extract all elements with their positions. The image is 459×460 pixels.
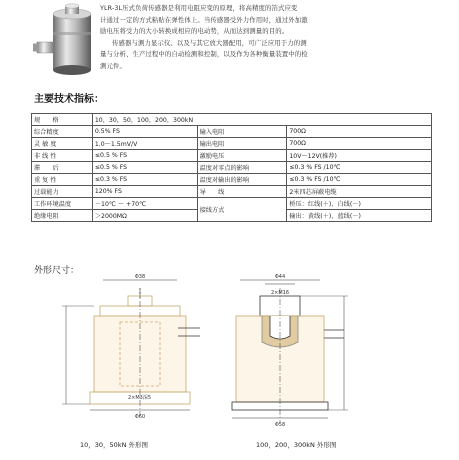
dim-label: Φ58	[274, 422, 286, 428]
spec-label: 接线方式	[197, 198, 287, 222]
sensor-photo	[31, 2, 109, 80]
dimension-title: 外形尺寸：	[34, 266, 80, 276]
spec-label: 重 复 性	[32, 174, 93, 186]
dim-label: Φ38	[134, 274, 146, 280]
drawing-large-load	[232, 280, 348, 422]
spec-label: 滞 后	[32, 162, 93, 174]
dim-label: Φ60	[134, 414, 146, 420]
spec-label: 过载能力	[32, 186, 93, 198]
spec-value: 桥压：红线(＋)、白线(－)	[287, 198, 432, 210]
intro-line: 量与分析、生产过程中的自动检测和控制，以及作为各种衡量装置中的检	[100, 50, 308, 58]
spec-value: 2米四芯屏蔽电缆	[287, 186, 432, 198]
intro-line: YLR-3L压式负荷传感器是利用电阻应变的原理，将高精度的箔式应变	[100, 4, 298, 12]
spec-value: 0.5% FS	[92, 126, 197, 138]
spec-label: 综合精度	[32, 126, 93, 138]
spec-label: 输出电阻	[197, 138, 287, 150]
table-row	[32, 150, 432, 162]
spec-label: 规 格	[32, 114, 93, 126]
drawing-caption: 10，30，50kN 外形图	[80, 441, 149, 449]
spec-label: 输入电阻	[197, 126, 287, 138]
table-row	[32, 138, 432, 150]
intro-line: 计通过一定的方式粘贴在弹性体上。当传感器受外力作用时，通过外加激	[100, 15, 308, 24]
spec-heading: 主要技术指标：	[34, 94, 104, 105]
spec-label: 温度对输出的影响	[197, 174, 287, 186]
drawing-caption: 100，200，300kN 外形图	[256, 441, 337, 449]
spec-label: 导 线	[197, 186, 287, 198]
intro-line: 测元件。	[100, 61, 126, 70]
spec-label: 温度对零点的影响	[197, 162, 287, 174]
spec-table	[31, 113, 432, 222]
spec-value: ≤0.3 % FS /10℃	[287, 162, 432, 174]
spec-value: ≤0.3 % FS /10℃	[287, 174, 432, 186]
dim-label: 2×M16	[270, 290, 290, 296]
spec-value: 输出：黄线(＋)、蓝线(－)	[287, 210, 432, 222]
intro-line: 传感器与测力显示仪、以及与其它放大器配用，可广泛应用于力的测	[112, 38, 307, 47]
spec-value: 700Ω	[287, 126, 432, 138]
table-row	[32, 114, 432, 126]
spec-value: ＞2000MΩ	[92, 210, 197, 222]
spec-label: 工作环境温度	[32, 198, 93, 210]
table-row	[32, 126, 432, 138]
spec-value: 10，30，50，100，200，300kN	[92, 114, 431, 126]
spec-label: 绝缘电阻	[32, 210, 93, 222]
table-row	[32, 174, 432, 186]
dim-label: 2×M3深5	[128, 395, 152, 401]
dimension-drawings	[0, 270, 459, 440]
spec-value: ≤0.5 % FS	[92, 150, 197, 162]
spec-label: 灵 敏 度	[32, 138, 93, 150]
dim-label: Φ44	[274, 274, 286, 280]
intro-line: 励电压将受力的大小转换成相应的电动势，从而达到测量的目的。	[100, 27, 289, 35]
spec-value: ≤0.3 % FS	[92, 174, 197, 186]
table-row	[32, 198, 432, 210]
spec-label: 激励电压	[197, 150, 287, 162]
intro-text	[100, 3, 455, 72]
spec-value: ≤0.5 % FS	[92, 162, 197, 174]
spec-value: 10V～12V(推荐)	[287, 150, 432, 162]
spec-value: 1.0～1.5mV/V	[92, 138, 197, 150]
spec-value: 700Ω	[287, 138, 432, 150]
spec-value: －10℃ ～ +70℃	[92, 198, 197, 210]
spec-label: 非 线 性	[32, 150, 93, 162]
spec-value: 120% FS	[92, 186, 197, 198]
table-row	[32, 186, 432, 198]
table-row	[32, 162, 432, 174]
